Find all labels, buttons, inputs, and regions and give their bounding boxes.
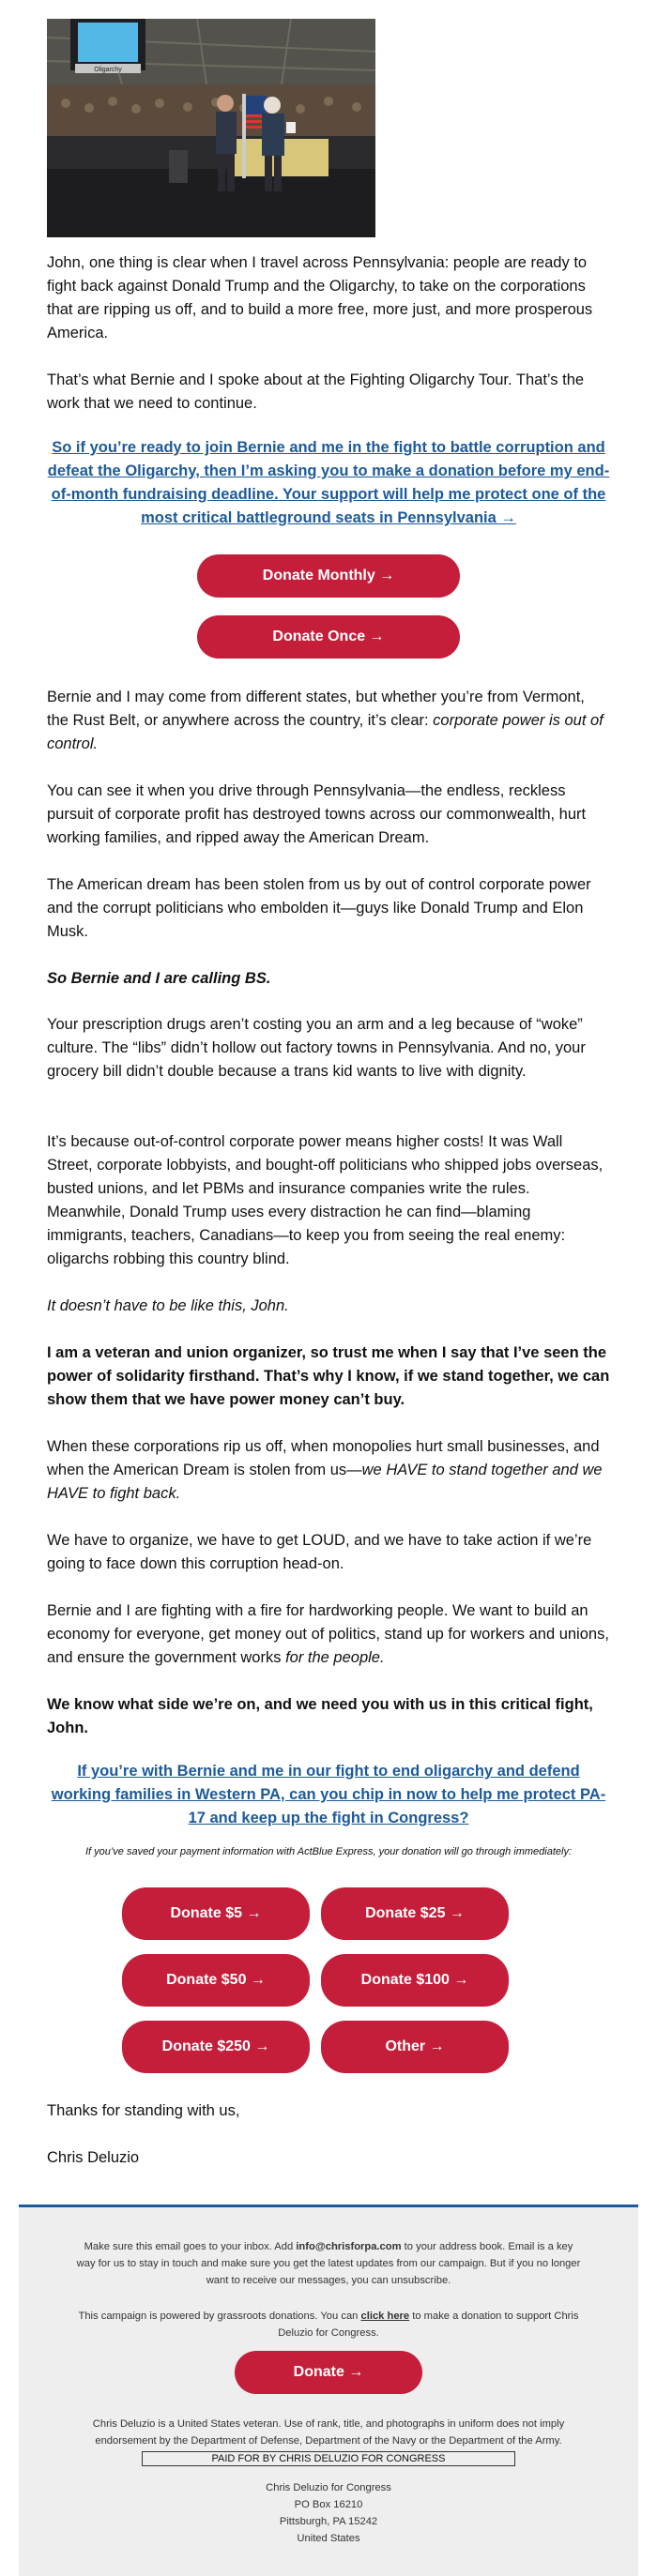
footer-disclaimer: Chris Deluzio is a United States veteran. Use of rank, title, and photographs in uniform does not imply endorsement by the Department of Defense, Department of the Navy or the Department of the Army. [92,2418,565,2447]
paragraph-prescription: Your prescription drugs aren’t costing you an arm and a leg because of “woke” culture. The “libs” didn’t hollow out factory towns in Pennsylvania. And no, your grocery bill didn’t double because a trans kid wants to live with dignity. [47,1016,586,1080]
donate-50-button[interactable]: Donate $50 → [122,1954,310,2007]
footer-paid-by-wrapper [19,2449,638,2466]
banner-text: Oligarchy [94,67,122,73]
rally-photo-illustration [47,19,375,237]
footer-address-line-1: Chris Deluzio for Congress [266,2482,391,2493]
paragraph-rip-us-off [47,1435,610,1506]
donate-250-button[interactable]: Donate $250 → [122,2021,310,2073]
paragraph-organize: We have to organize, we have to get LOUD, and we have to take action if we’re going to face down this corruption head-on. [47,1532,592,1572]
donate-monthly-button[interactable]: Donate Monthly → [197,554,460,598]
footer-inbox-text: Make sure this email goes to your inbox. Add [84,2241,297,2252]
actblue-express-note: If you’ve saved your payment information with ActBlue Express, your donation will go through immediately: [84,1846,573,1857]
donate-5-button[interactable]: Donate $5 → [122,1887,310,1940]
paragraph-veteran: I am a veteran and union organizer, so trust me when I say that I’ve seen the power of solidarity firsthand. That’s why I know, if we stand together, we can show them that we have power money can’t buy. [47,1344,610,1408]
paragraph-doesnt-have-to: It doesn’t have to be like this, John. [47,1297,289,1314]
paid-by-box: PAID FOR BY CHRIS DELUZIO FOR CONGRESS [142,2451,515,2466]
signature-name: Chris Deluzio [47,2149,140,2166]
footer-grassroots-text: This campaign is powered by grassroots donations. You can [78,2311,361,2322]
paragraph-corporate-power: It’s because out-of-control corporate power means higher costs! It was Wall Street, corporate lobbyists, and bought-off politicians who shipped jobs overseas, busted unions, and let PBMs and insurance companies write the rules. Meanwhile, Donald Trump uses every distraction he can find—blaming immigrants, teachers, Canadians—to keep you from seeing the real enemy: oligarchs robbing this country blind. [47,1133,604,1267]
paragraph-which-side: We know what side we’re on, and we need you with us in this critical fight, John. [47,1696,593,1736]
donate-once-button[interactable]: Donate Once → [197,615,460,659]
paragraph-rip-us-off-emphasis: we HAVE to stand together and we HAVE to fight back. [47,1462,603,1502]
paragraph-states [47,686,610,756]
paragraph-rip-us-off-text: When these corporations rip us off, when monopolies hurt small businesses, and when the American Dream is stolen from us— [47,1438,600,1478]
footer-donate-button[interactable]: Donate → [235,2351,422,2394]
paragraph-states-emphasis: corporate power is out of control. [47,712,604,752]
footer-inbox-text-end: to your address book. Email is a key way for us to stay in touch and make sure you get the latest updates from our campaign. But if you no longer want to receive our messages, you can unsubscribe. [76,2241,581,2286]
closing-thanks: Thanks for standing with us, [47,2102,240,2119]
paragraph-intro: John, one thing is clear when I travel across Pennsylvania: people are ready to fight back against Donald Trump and the Oligarchy, to take on the corporations that are ripping us off, and to build a more free, more just, and more prosperous America. [47,254,593,341]
paragraph-american-dream: The American dream has been stolen from us by out of control corporate power and the corrupt politicians who embolden it—guys like Donald Trump and Elon Musk. [47,876,591,940]
paragraph-pennsylvania: You can see it when you drive through Pennsylvania—the endless, reckless pursuit of corporate profit has destroyed towns across our commonwealth, hurt working families, and ripped away the American Dream. [47,782,587,846]
donate-other-button[interactable]: Other → [321,2021,509,2073]
footer-click-here-link[interactable]: click here [360,2311,410,2322]
paragraph-states-text: Bernie and I may come from different states, but whether you’re from Vermont, the Rust Belt, or anywhere across the country, it’s clear: [47,689,585,729]
hero-photo [47,19,375,237]
footer-address-line-2: PO Box 16210 [294,2499,363,2510]
paragraph-fighting-emphasis: for the people. [285,1649,385,1666]
footer-grassroots-note [75,2308,582,2341]
footer-address-line-3: Pittsburgh, PA 15242 [279,2516,378,2527]
footer-inbox-note [75,2238,582,2289]
paragraph-fighting-text: Bernie and I are fighting with a fire for hardworking people. We want to build an economy for everyone, get money out of politics, stand up for workers and unions, and ensure the government works [47,1602,609,1666]
donate-100-button[interactable]: Donate $100 → [321,1954,509,2007]
footer-address-line-4: United States [297,2533,360,2544]
cta-link-pa17[interactable]: If you’re with Bernie and me in our fight to end oligarchy and defend working families in Western PA, can you chip in now to help me protect PA-17 and keep up the fight in Congress? [51,1763,606,1826]
donate-25-button[interactable]: Donate $25 → [321,1887,509,1940]
paragraph-calling-bs: So Bernie and I are calling BS. [47,970,271,987]
footer [19,2205,638,2576]
paragraph-fighting [47,1599,610,1670]
footer-email-link[interactable]: info@chrisforpa.com [296,2241,402,2252]
paragraph-tour: That’s what Bernie and I spoke about at the Fighting Oligarchy Tour. That’s the work that we need to continue. [47,371,585,412]
cta-link-deadline[interactable]: So if you’re ready to join Bernie and me in the fight to battle corruption and defeat the Oligarchy, then I’m asking you to make a donation before my end-of-month fundraising deadline. Your support will help me protect one of the most critical battleground seats in Pennsylvania → [47,439,610,526]
footer-grassroots-text-end: to make a donation to support Chris Deluzio for Congress. [278,2311,579,2339]
